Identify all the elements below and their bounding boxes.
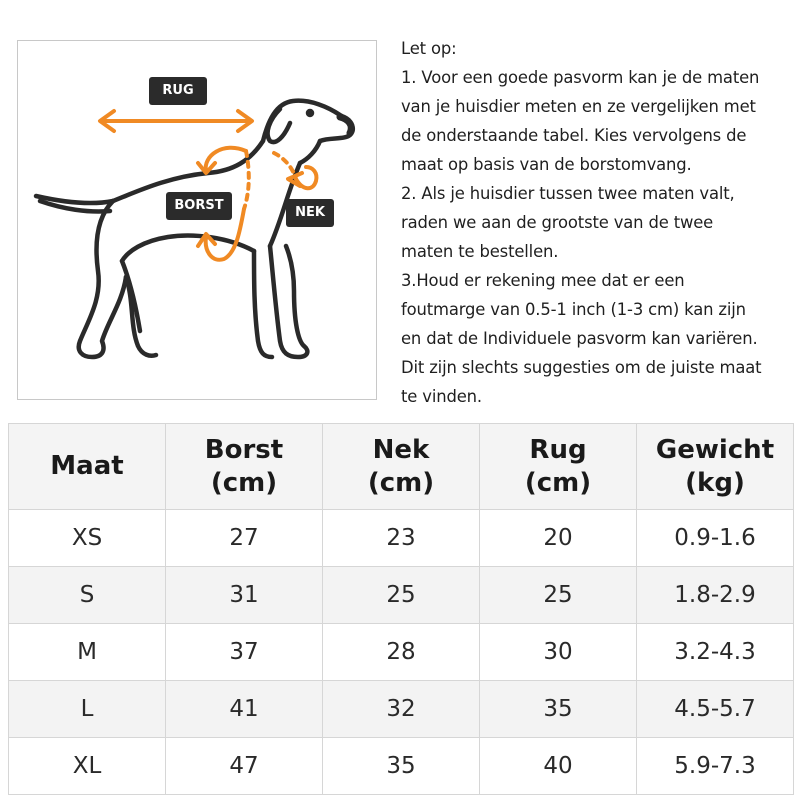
cell-borst: 37 xyxy=(166,624,323,681)
cell-borst: 47 xyxy=(166,738,323,795)
cell-gewicht: 0.9-1.6 xyxy=(637,510,794,567)
cell-maat: M xyxy=(9,624,166,681)
header-maat: Maat xyxy=(9,424,166,510)
note-line: de onderstaande tabel. Kies vervolgens de xyxy=(401,126,747,145)
cell-nek: 23 xyxy=(323,510,480,567)
cell-borst: 31 xyxy=(166,567,323,624)
table-row xyxy=(9,624,794,681)
cell-nek: 35 xyxy=(323,738,480,795)
table-row xyxy=(9,510,794,567)
cell-borst: 41 xyxy=(166,681,323,738)
measurement-diagram xyxy=(17,40,377,400)
note-line: maat op basis van de borstomvang. xyxy=(401,155,692,174)
cell-maat: XS xyxy=(9,510,166,567)
table-header-row xyxy=(9,424,794,510)
note-heading: Let op: xyxy=(401,39,457,58)
cell-borst: 27 xyxy=(166,510,323,567)
cell-nek: 25 xyxy=(323,567,480,624)
nek-label: NEK xyxy=(286,199,334,227)
header-gewicht: Gewicht (kg) xyxy=(637,424,794,510)
rug-label: RUG xyxy=(149,77,207,105)
borst-label: BORST xyxy=(166,192,232,220)
table-row xyxy=(9,738,794,795)
note-line: Dit zijn slechts suggesties om de juiste maat xyxy=(401,358,762,377)
note-line: en dat de Individuele pasvorm kan variëren. xyxy=(401,329,758,348)
cell-rug: 40 xyxy=(480,738,637,795)
cell-gewicht: 4.5-5.7 xyxy=(637,681,794,738)
cell-rug: 25 xyxy=(480,567,637,624)
note-line: foutmarge van 0.5-1 inch (1-3 cm) kan zijn xyxy=(401,300,746,319)
note-line: maten te bestellen. xyxy=(401,242,559,261)
note-line: te vinden. xyxy=(401,387,482,406)
cell-maat: L xyxy=(9,681,166,738)
cell-rug: 30 xyxy=(480,624,637,681)
cell-gewicht: 3.2-4.3 xyxy=(637,624,794,681)
cell-gewicht: 1.8-2.9 xyxy=(637,567,794,624)
note-line: 3.Houd er rekening mee dat er een xyxy=(401,271,685,290)
cell-nek: 32 xyxy=(323,681,480,738)
note-line: 1. Voor een goede pasvorm kan je de maten xyxy=(401,68,760,87)
table-row xyxy=(9,681,794,738)
header-borst: Borst (cm) xyxy=(166,424,323,510)
header-nek: Nek (cm) xyxy=(323,424,480,510)
cell-maat: S xyxy=(9,567,166,624)
table-row xyxy=(9,567,794,624)
cell-rug: 35 xyxy=(480,681,637,738)
header-rug: Rug (cm) xyxy=(480,424,637,510)
cell-maat: XL xyxy=(9,738,166,795)
note-line: raden we aan de grootste van de twee xyxy=(401,213,714,232)
note-line: van je huisdier meten en ze vergelijken met xyxy=(401,97,756,116)
cell-gewicht: 5.9-7.3 xyxy=(637,738,794,795)
note-line: 2. Als je huisdier tussen twee maten valt, xyxy=(401,184,735,203)
cell-nek: 28 xyxy=(323,624,480,681)
cell-rug: 20 xyxy=(480,510,637,567)
size-chart-table xyxy=(8,423,794,795)
sizing-note xyxy=(401,34,800,411)
